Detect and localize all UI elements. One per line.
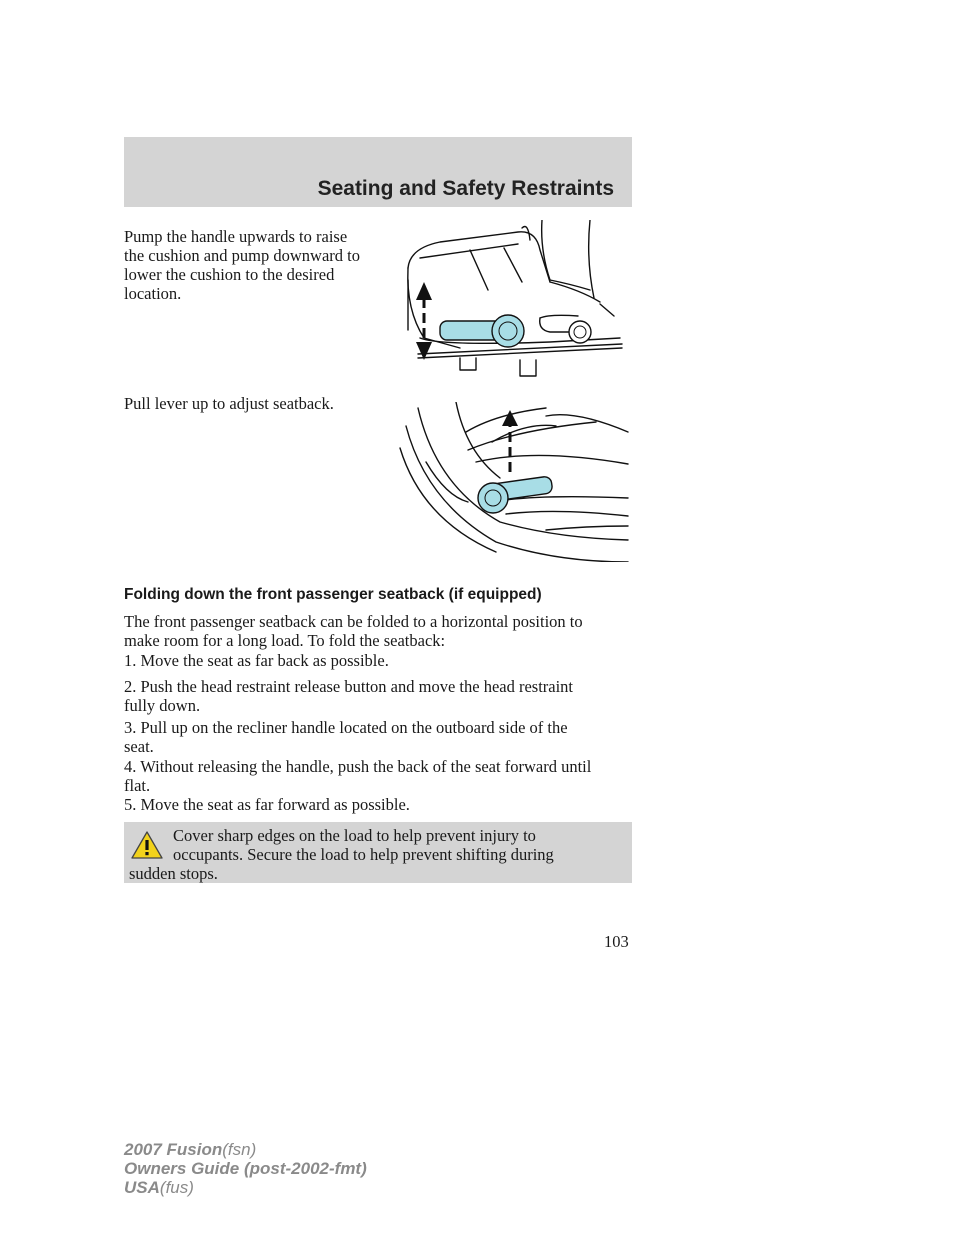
page-number: 103 — [604, 932, 629, 951]
up-arrow-icon — [502, 410, 518, 472]
section-intro-line: make room for a long load. To fold the seatback: — [124, 631, 446, 650]
step-line: 5. Move the seat as far forward as possible. — [124, 795, 410, 814]
recline-text: Pull lever up to adjust seatback. — [124, 394, 334, 413]
section-intro-line: The front passenger seatback can be folded to a horizontal position to — [124, 612, 583, 631]
step-line: 2. Push the head restraint release button and move the head restraint — [124, 677, 574, 696]
chapter-title: Seating and Safety Restraints — [317, 177, 614, 200]
section-heading: Folding down the front passenger seatback (if equipped) — [124, 586, 542, 603]
up-down-arrow-icon — [416, 282, 432, 360]
intro-line: lower the cushion to the desired — [124, 265, 335, 284]
footer-market-code: (fus) — [159, 1178, 194, 1197]
step-5 — [124, 795, 632, 814]
warning-text — [129, 826, 619, 883]
warning-box — [124, 822, 632, 883]
warning-line: sudden stops. — [129, 864, 218, 883]
step-4 — [124, 757, 632, 795]
step-line: flat. — [124, 776, 151, 795]
step-line: 4. Without releasing the handle, push the back of the seat forward until — [124, 757, 592, 776]
seat-height-handle-illustration — [400, 220, 632, 385]
document-footer — [124, 1140, 367, 1197]
footer-model-code: (fsn) — [222, 1140, 257, 1159]
intro-line: Pump the handle upwards to raise — [124, 227, 348, 246]
step-line: seat. — [124, 737, 154, 756]
step-line: 3. Pull up on the recliner handle located on the outboard side of the — [124, 718, 568, 737]
warning-line: occupants. Secure the load to help prevent shifting during — [173, 845, 554, 864]
footer-model: 2007 Fusion — [124, 1140, 223, 1159]
warning-line: Cover sharp edges on the load to help prevent injury to — [173, 826, 536, 845]
step-line: 1. Move the seat as far back as possible. — [124, 651, 389, 670]
footer-market: USA — [124, 1178, 160, 1197]
step-3 — [124, 718, 632, 756]
section-intro — [124, 612, 632, 650]
footer-guide: Owners Guide (post-2002-fmt) — [124, 1159, 367, 1178]
step-1 — [124, 651, 632, 670]
intro-line: location. — [124, 284, 182, 303]
step-line: fully down. — [124, 696, 201, 715]
recliner-lever-illustration — [396, 402, 632, 562]
intro-paragraph — [124, 227, 394, 303]
step-2 — [124, 677, 632, 715]
intro-line: the cushion and pump downward to — [124, 246, 361, 265]
chapter-header-band — [124, 137, 632, 207]
